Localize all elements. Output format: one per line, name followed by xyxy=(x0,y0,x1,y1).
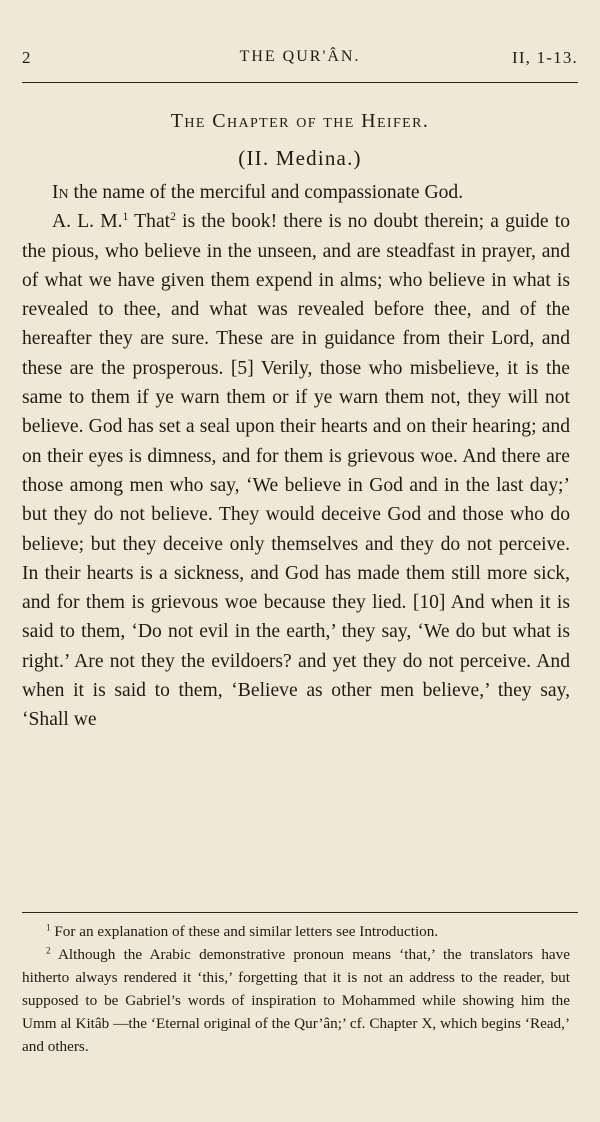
footnote-1 xyxy=(22,920,570,943)
chapter-title: The Chapter of the Heifer. xyxy=(170,110,430,132)
footnote-2 xyxy=(22,943,570,1058)
footnote-ref-2[interactable]: 2 xyxy=(170,210,176,224)
running-title: THE QUR'ÂN. xyxy=(239,48,361,65)
page-number: 2 xyxy=(22,48,32,67)
verse-opening: A. L. M. xyxy=(52,211,123,233)
verse-text: is the book! there is no doubt therein; a guide to the pious, who believe in the unseen, and are steadfast in prayer, and of what we have given them expend in alms; who believe in what is revealed to thee, and what was revealed before thee, and of the hereafter they are sure. These are in guidance from their Lord, and these are the prosperous. [5] Verily, those who misbelieve, it is the same to them if ye warn them or if ye warn them not, they will not believe. God has set a seal upon their hearts and on their hearing; and on their eyes is dimness, and for them is grievous woe. And there are those among men who say, ‘We believe in God and in the last day;’ but they do not believe. They would deceive God and those who do believe; but they deceive only themselves and they do not perceive. In their hearts is a sickness, and God has made them still more sick, and for them is grievous woe because they lied. [10] And when it is said to them, ‘Do not evil in the earth,’ they say, ‘We do but what is right.’ Are not they the evildoers? and yet they do not perceive. And when it is said to them, ‘Believe as other men believe,’ they say, ‘Shall we xyxy=(22,211,570,731)
footnote-text-2: Although the Arabic demonstrative pronoun means ‘that,’ the translators have hitherto always rendered it ‘this,’ forgetting that it is not an address to the reader, but supposed to be Gabriel’s words of inspiration to Mohammed while showing him the Umm al Kitâb —the ‘Eternal original of the Qur’ân;’ cf. Chapter X, which begins ‘Read,’ and others. xyxy=(22,946,570,1055)
chapter-subtitle: (II. Medina.) xyxy=(238,146,362,170)
footnote-rule xyxy=(22,912,578,913)
verse-that: That xyxy=(128,211,171,233)
running-head xyxy=(22,48,578,72)
invocation-paragraph xyxy=(22,178,570,207)
header-rule xyxy=(22,82,578,83)
invocation-lead: In xyxy=(52,182,69,203)
verse-range: II, 1-13. xyxy=(511,48,578,67)
main-text xyxy=(22,178,570,735)
footnote-ref-1[interactable]: 1 xyxy=(122,210,129,224)
footnotes xyxy=(22,920,570,1058)
footnote-mark-2: 2 xyxy=(46,945,51,956)
verse-paragraph xyxy=(22,207,570,734)
invocation-text: the name of the merciful and compassionate God. xyxy=(68,182,464,203)
footnote-mark-1: 1 xyxy=(46,922,51,933)
footnote-text-1: For an explanation of these and similar letters see Introduction. xyxy=(50,923,439,940)
